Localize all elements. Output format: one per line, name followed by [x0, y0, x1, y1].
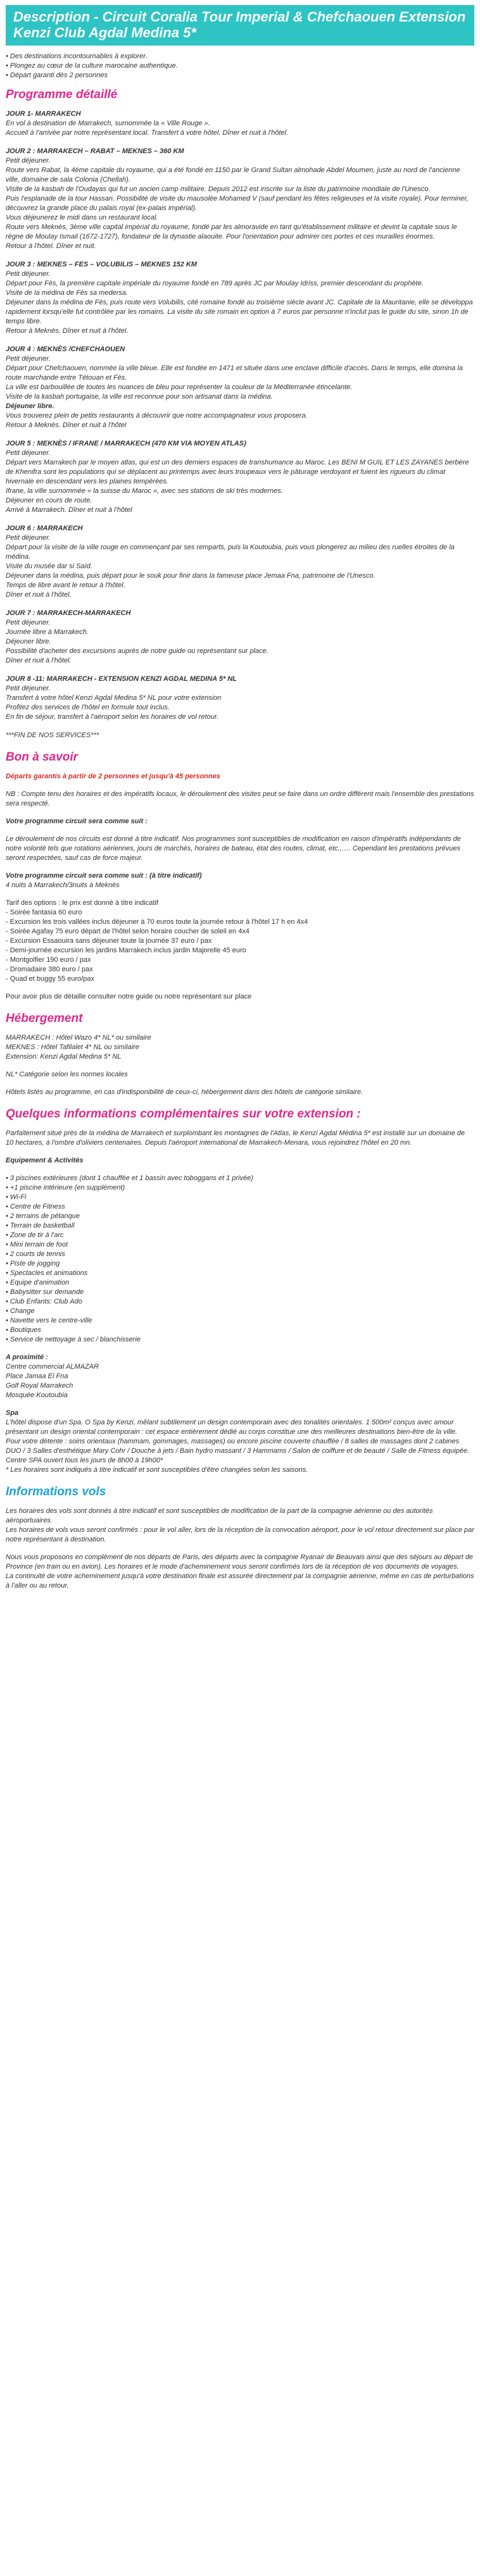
day-line: Vous déjeunerez le midi dans un restaurant local.	[6, 214, 158, 221]
page-title: Description - Circuit Coralia Tour Imperial & Chefchaouen Extension Kenzi Club Agdal Medina 5*	[6, 5, 474, 46]
intro-item: • Des destinations incontournables à explorer.	[6, 52, 474, 61]
day-line: Journée libre à Marrakech.	[6, 628, 89, 636]
day-line: Dîner et nuit à l'hôtel.	[6, 657, 72, 664]
info-section	[6, 1129, 474, 1475]
day-3	[6, 260, 474, 336]
proximity-title: A proximité :	[6, 1353, 48, 1361]
proximity-item: Centre commercial ALMAZAR	[6, 1363, 99, 1371]
proximity-item: Golf Royal Marrakech	[6, 1382, 73, 1390]
spa-text: Centre SPA ouvert tous les jours de 8h00 à 19h00*	[6, 1457, 163, 1464]
vols-text: Les horaires de vols vous seront confirmés : pour le vol aller, lors de la réception de la convocation aéroport, pour le vol retour directement sur place par notre représentant à destination.	[6, 1526, 474, 1543]
day-line: En fin de séjour, transfert à l'aéroport selon les horaires de vol retour.	[6, 713, 219, 721]
spa-text: Pour votre détente : soins orientaux (hammam, gommages, massages) ou encore piscine couverte chauffée / 8 salles de massages dont 2 cabines DUO / 3 Salles d'esthétique Mary Cohr / Douche à jets / Bain hydro massant / 3 Hammams / Salon de coiffure et de beauté / Salle de Fitness équipée.	[6, 1438, 470, 1455]
day-line: Départ pour Fès, la première capitale impériale du royaume fondé en 789 après JC par Moulay Idriss, premier descendant du prophète.	[6, 280, 424, 287]
day-line: Petit déjeuner.	[6, 270, 51, 278]
day-7	[6, 609, 474, 666]
day-line: La ville est barbouillée de toutes les nuances de bleu pour représenter la couleur de la Méditerranée étincelante.	[6, 383, 353, 391]
equipment-item: • Equipe d'animation	[6, 1278, 474, 1288]
hebergement-section	[6, 1033, 474, 1097]
day-line: Vous trouverez plein de petits restaurants à découvrir que notre accompagnateur vous proposera.	[6, 412, 308, 420]
proximity-item: Mosquée Koutoubia	[6, 1391, 68, 1399]
equipment-item: • 3 piscines extérieures (dont 1 chauffée et 1 bassin avec toboggans et 1 privée)	[6, 1174, 474, 1183]
day-line: Petit déjeuner.	[6, 355, 51, 363]
day-line: Petit déjeuner.	[6, 157, 51, 165]
day-title: JOUR 8 -11: MARRAKECH - EXTENSION KENZI AGDAL MEDINA 5* NL	[6, 675, 237, 683]
day-line-bold: Déjeuner libre.	[6, 402, 54, 410]
equipment-item: • 2 courts de tennis	[6, 1250, 474, 1259]
option-line: - Soirée Agafay 75 euro départ de l'hôtel selon horaire coucher de soleil en 4x4	[6, 928, 249, 935]
day-2	[6, 147, 474, 251]
hotel-line: MEKNES : Hôtel Tafilalet 4* NL ou similaire	[6, 1043, 139, 1051]
day-line: Ifrane, la ville surnommée « la suisse du Maroc », avec ses stations de ski très modernes.	[6, 487, 283, 495]
day-line: Temps de libre avant le retour à l'hôtel.	[6, 582, 125, 589]
day-line: En vol à destination de Marrakech, surnommée la « Ville Rouge ».	[6, 120, 210, 127]
equipment-item: • Zone de tir à l'arc	[6, 1231, 474, 1240]
day-line: Retour à Meknès. Dîner et nuit à l'hôtel	[6, 421, 127, 429]
day-line: Déjeuner libre.	[6, 638, 51, 645]
hotels-note: Hôtels listés au programme, en cas d'indisponibilité de ceux-ci, hébergement dans des hôtels de catégorie similaire.	[6, 1088, 363, 1096]
day-line: Départ pour la visite de la ville rouge en commençant par ses remparts, puis la Koutoubia, puis vous plongerez au milieu des ruelles étroites de la médina.	[6, 544, 455, 561]
day-line: Visite de la médina de Fès sa medersa.	[6, 289, 129, 297]
day-line: Déjeuner dans la médina, puis départ pour le souk pour finir dans la fameuse place Jemaa Fna, patrimoine de l'Unesco.	[6, 572, 376, 580]
intro-item: • Plongez au cœur de la culture marocaine authentique.	[6, 61, 474, 71]
hotel-line: MARRAKECH : Hôtel Wazo 4* NL* ou similaire	[6, 1034, 151, 1042]
equipment-item: • Club Enfants: Club Ado	[6, 1297, 474, 1307]
day-line: Retour à l'hôtel. Dîner et nuit.	[6, 242, 96, 250]
day-line: Départ pour Chefchaouen, nommée la ville bleue. Elle est fondée en 1471 et située dans une enclave difficile d'accès. Dans le temps, elle domina la route marchande entre Tétouan et Fès.	[6, 364, 463, 382]
intro-list	[6, 52, 474, 80]
hebergement-heading: Hébergement	[6, 1012, 83, 1025]
day-title: JOUR 7 : MARRAKECH-MARRAKECH	[6, 609, 131, 617]
program-note-text: Le déroulement de nos circuits est donné à titre indicatif. Nos programmes sont susceptibles de modification en raison d'impératifs indépendants de notre volonté tels que rotations aériennes, jours de marchés, horaires de bateau, état des routes, climat, etc.,…. Cependant les prestations prévues seront respectées, sauf cas de force majeur.	[6, 835, 461, 862]
vols-section	[6, 1507, 474, 1591]
day-title: JOUR 5 : MEKNÈS / IFRANE / MARRAKECH (470 KM VIA MOYEN ATLAS)	[6, 440, 246, 447]
day-line: Déjeuner dans la médina de Fès, puis route vers Volubilis, cité romaine fondé au troisième siècle avant JC. Capitale de la Mauritanie, elle se développa rapidement lorsqu'elle fut contrôlée par les romains. La visite du site romain en option à 7 euros par personne n'inclut pas le guide du site, sinon 1h de temps libre.	[6, 299, 473, 325]
nb-text: NB : Compte tenu des horaires et des impératifs locaux, le déroulement des visites peut se faire dans un ordre différent mais l'ensemble des prestations sera respecté.	[6, 790, 474, 807]
day-line: Départ vers Marrakech par le moyen atlas, qui est un des derniers espaces de transhumance au Maroc. Les BENI M GUIL ET LES ZAYANES berbère de Khenifra sont les populations qui se déplacent au printemps avec leurs troupeaux vers le pâturage verdoyant et fuient les rigueurs du climat hivernale en descendant vers les plaines tempérées.	[6, 459, 469, 485]
info-text: Parfaitement situé près de la médina de Marrakech et surplombant les montagnes de l'Atlas, le Kenzi Agdal Médina 5* est installé sur un domaine de 10 hectares, à l'ombre d'oliviers centenaires. Depuis l'aéroport international de Marrakech-Menara, vous rejoindrez l'hôtel en 20 mn.	[6, 1129, 465, 1147]
option-line: - Quad et buggy 55 euro/pax	[6, 975, 95, 983]
equipment-item: • Service de nettoyage à sec / blanchisserie	[6, 1335, 474, 1345]
day-line: Puis l'esplanade de la tour Hassan. Possibilité de visite du mausolée Mohamed V (sauf pendant les fêtes religieuses et la visite royale). Pour terminer, découvrez la grande place du palais royal (ex-palais impérial).	[6, 195, 469, 212]
day-line: Petit déjeuner.	[6, 449, 51, 457]
category-note: NL* Catégorie selon les normes locales	[6, 1071, 128, 1078]
day-line: Visite de la kasbah portugaise, la ville est reconnue pour son artisanat dans la médina.	[6, 393, 273, 401]
equipment-item: • Boutiques	[6, 1326, 474, 1335]
nights-text: 4 nuits à Marrakech/3nuits à Meknès	[6, 881, 120, 889]
equipment-item: • Babysitter sur demande	[6, 1288, 474, 1297]
option-line: - Excursion Essaouira sans déjeuner toute la journée 37 euro / pax	[6, 937, 212, 945]
day-title: JOUR 4 : MEKNÈS /CHEFCHAOUEN	[6, 345, 125, 353]
day-4	[6, 345, 474, 430]
day-line: Retour à Meknès. Dîner et nuit à l'hôtel.	[6, 327, 129, 335]
day-title: JOUR 6 : MARRAKECH	[6, 525, 83, 532]
equipment-list	[6, 1174, 474, 1345]
equipment-item: • Centre de Fitness	[6, 1202, 474, 1212]
day-line: Accueil à l'arrivée par notre représentant local. Transfert à votre hôtel. Dîner et nuit à l'hôtel.	[6, 129, 289, 137]
vols-text: Les horaires des vols sont donnés à titre indicatif et sont susceptibles de modification de la part de la compagnie aérienne ou des autorités aéroportuaires.	[6, 1507, 433, 1524]
equipment-item: • Terrain de basketball	[6, 1221, 474, 1231]
guide-note: Pour avoir plus de détaille consulter notre guide ou notre représentant sur place	[6, 993, 252, 1000]
day-6	[6, 524, 474, 600]
intro-item: • Départ garanti dès 2 personnes	[6, 71, 474, 80]
equipment-item: • Wi-Fi	[6, 1193, 474, 1202]
spa-title: Spa	[6, 1409, 19, 1417]
equipment-item: • Piste de jogging	[6, 1259, 474, 1269]
guaranteed-departures: Départs garantis à partir de 2 personnes et jusqu'à 45 personnes	[6, 773, 220, 780]
end-services: ***FIN DE NOS SERVICES***	[6, 731, 99, 739]
info-heading: Quelques informations complémentaires sur votre extension :	[6, 1107, 361, 1121]
day-line: Visite du musée dar si Saïd.	[6, 563, 92, 570]
vols-heading: Informations vols	[6, 1485, 106, 1498]
day-8	[6, 675, 474, 722]
day-line: Arrivé à Marrakech. Dîner et nuit à l'hôtel	[6, 506, 132, 514]
day-title: JOUR 2 : MARRAKECH – RABAT – MEKNES – 360 KM	[6, 147, 184, 155]
option-line: - Dromadaire 380 euro / pax	[6, 966, 93, 973]
day-line: Dîner et nuit à l'hôtel.	[6, 591, 72, 599]
equipment-item: • 2 terrains de pétanque	[6, 1212, 474, 1221]
proximity-item: Place Jamaa El Fna	[6, 1372, 68, 1380]
page	[6, 0, 474, 1591]
day-line: Déjeuner en cours de route.	[6, 497, 92, 504]
equipment-item: • +1 piscine intérieure (en supplément)	[6, 1183, 474, 1193]
day-line: Visite de la kasbah de l'Oudayas qui fut un ancien camp militaire. Depuis 2012 est inscrite sur la liste du patrimoine mondiale de l'Unesco.	[6, 185, 431, 193]
equipment-item: • Spectacles et animations	[6, 1269, 474, 1278]
equipment-item: • Navette vers le centre-ville	[6, 1316, 474, 1326]
program-indicative-title: Votre programme circuit sera comme suit : (à titre indicatif)	[6, 872, 202, 880]
vols-text: La continuité de votre acheminement jusqu'à votre destination finale est assurée directement par la compagnie aérienne, même en cas de perturbations à l'aller ou au retour.	[6, 1572, 474, 1590]
day-line: Possibilité d'acheter des excursions auprès de notre guide ou représentant sur place.	[6, 647, 268, 655]
day-line: Transfert à votre hôtel Kenzi Agdal Medina 5* NL pour votre extension	[6, 694, 222, 702]
day-1	[6, 109, 474, 138]
option-line: - Montgolfier 190 euro / pax	[6, 956, 91, 964]
day-line: Petit déjeuner.	[6, 534, 51, 542]
option-line: - Demi-journée excursion les jardins Marrakech inclus jardin Majorelle 45 euro	[6, 947, 246, 954]
day-5	[6, 439, 474, 515]
vols-text: Nous vous proposons en complément de nos départs de Paris, des départs avec la compagnie Ryanair de Beauvais ainsi que des séjours au départ de Province (en train ou en avion). Les horaires et le mode d'acheminement vous seront confirmés lors de la réception de vos documents de voyages.	[6, 1553, 474, 1571]
bon-a-savoir-section	[6, 772, 474, 1002]
day-line: Petit déjeuner.	[6, 619, 51, 626]
option-line: - Excursion les trois vallées inclus déjeuner à 70 euros toute la journée retour à l'hôtel 17 h en 4x4	[6, 918, 308, 926]
bon-a-savoir-heading: Bon à savoir	[6, 750, 79, 764]
day-line: Petit déjeuner.	[6, 685, 51, 692]
option-line: Tarif des options : le prix est donné à titre indicatif	[6, 899, 158, 907]
spa-text: * Les horaires sont indiqués à titre indicatif et sont susceptibles d'être changées selon les saisons.	[6, 1466, 308, 1474]
day-line: Route vers Rabat, la 4ème capitale du royaume, qui a été fondé en 1150 par le Grand Sultan almohade Abdel Moumen, juste au nord de l'ancienne ville, domaine de sala Colonia (Chellah).	[6, 166, 460, 184]
hotel-line: Extension: Kenzi Agdal Medina 5* NL	[6, 1053, 122, 1061]
equipment-title: Equipement & Activités	[6, 1157, 84, 1164]
equipment-item: • Change	[6, 1307, 474, 1316]
day-line: Profitez des services de l'hôtel en formule tout inclus.	[6, 704, 170, 711]
spa-text: L'hôtel dispose d'un Spa. O Spa by Kenzi, mêlant subtilement un design contemporain avec des tonalités orientales. 1 500m² conçus avec amour présentant un design oriental contemporain : cet espace entièrement dédié au corps constitue une des meilleures destinations bien-être de la ville.	[6, 1419, 457, 1436]
day-title: JOUR 3 : MEKNES – FES – VOLUBILIS – MEKNES 152 KM	[6, 261, 197, 268]
day-title: JOUR 1- MARRAKECH	[6, 110, 81, 118]
program-note-title: Votre programme circuit sera comme suit :	[6, 818, 148, 825]
equipment-item: • Mini terrain de foot	[6, 1240, 474, 1250]
option-line: - Soirée fantasia 60 euro	[6, 909, 82, 916]
program-heading: Programme détaillé	[6, 88, 118, 101]
day-line: Route vers Meknès, 3ème ville capital impérial du royaume, fondé par les almoravide en tant qu'établissement militaire et devint la capitale sous le règne de Moulay Ismail (1672-1727), fondateur de la dynastie alaouite. Pour l'orientation pour admirer ces portes et ces murailles énormes.	[6, 223, 457, 240]
